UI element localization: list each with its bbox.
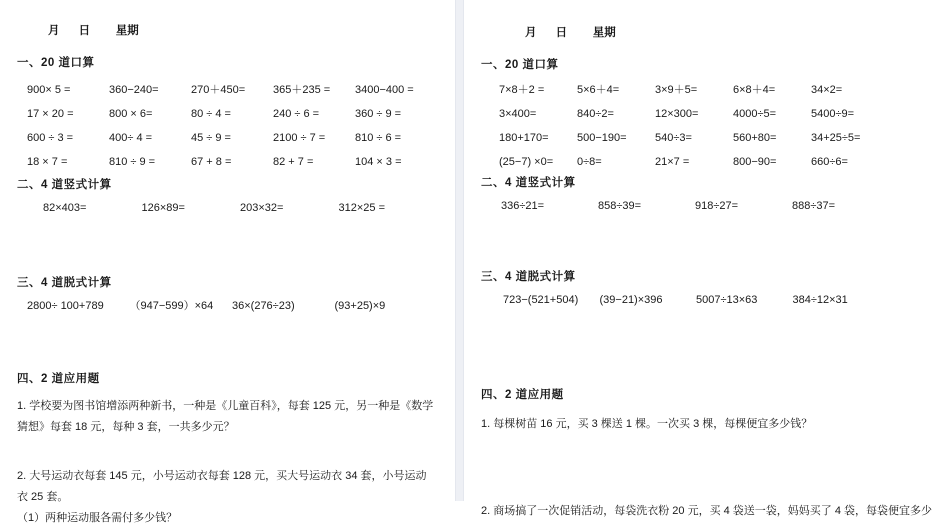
recursive-section-title: 三、4 道脱式计算: [481, 271, 576, 283]
oral-problem: 360 ÷ 9 =: [355, 108, 402, 120]
recursive-problem: （947−599）×64: [129, 300, 214, 312]
oral-row: [17, 78, 437, 102]
recursive-problems-row: [17, 299, 437, 314]
vertical-problem: 126×89=: [141, 202, 185, 214]
word-problem-subquestion: （1）两种运动服各需付多少钱？: [17, 512, 178, 524]
oral-problem: 5400÷9=: [811, 108, 855, 120]
date-header: 月 日 星期: [525, 27, 616, 39]
oral-problem: 800 × 6=: [109, 108, 153, 120]
oral-problem: 17 × 20 =: [27, 108, 74, 120]
vertical-section-title: 二、4 道竖式计算: [17, 179, 112, 191]
oral-problem: 6×8＋4=: [733, 84, 776, 96]
oral-problem: (25−7) ×0=: [499, 156, 554, 168]
oral-problem: 34×2=: [811, 84, 843, 96]
word-problem: 1. 每棵树苗 16 元，买 3 棵送 1 棵。一次买 3 棵，每棵便宜多少钱？: [481, 418, 813, 430]
oral-problems-grid: [17, 78, 437, 174]
oral-problem: 560+80=: [733, 132, 777, 144]
oral-problem: 600 ÷ 3 =: [27, 132, 74, 144]
vertical-problem: 312×25 =: [338, 202, 385, 214]
recursive-problem: 723−(521+504): [503, 294, 579, 306]
recursive-problem: 2800÷ 100+789: [27, 300, 104, 312]
oral-problem: 810 ÷ 6 =: [355, 132, 402, 144]
oral-row: [17, 150, 437, 174]
oral-problem: 3×9＋5=: [655, 84, 698, 96]
oral-problem: 67 + 8 =: [191, 156, 232, 168]
vertical-problem: 203×32=: [240, 202, 284, 214]
recursive-problem: (93+25)×9: [334, 300, 386, 312]
oral-row: [481, 150, 889, 174]
oral-section-title: 一、20 道口算: [17, 57, 95, 69]
oral-row: [481, 78, 889, 102]
vertical-section-title: 二、4 道竖式计算: [481, 177, 576, 189]
oral-problem: 45 ÷ 9 =: [191, 132, 231, 144]
oral-problem: 21×7 =: [655, 156, 690, 168]
oral-problem: 3400−400 =: [355, 84, 414, 96]
vertical-problem: 858÷39=: [598, 200, 642, 212]
oral-problem: 810 ÷ 9 =: [109, 156, 156, 168]
vertical-problems-row: [481, 199, 889, 214]
date-header: 月 日 星期: [48, 25, 139, 37]
oral-problem: 360−240=: [109, 84, 159, 96]
vertical-problem: 918÷27=: [695, 200, 739, 212]
oral-row: [481, 126, 889, 150]
recursive-problem: 36×(276÷23): [232, 300, 295, 312]
oral-problems-grid: [481, 78, 889, 174]
oral-section-title: 一、20 道口算: [481, 59, 559, 71]
word-problem: 2. 商场搞了一次促销活动，每袋洗衣粉 20 元，买 4 袋送一袋，妈妈买了 4 袋，每袋便宜多少: [481, 505, 932, 517]
oral-problem: 800−90=: [733, 156, 777, 168]
oral-problem: 12×300=: [655, 108, 699, 120]
oral-problem: 4000÷5=: [733, 108, 777, 120]
recursive-problem: 384÷12×31: [792, 294, 848, 306]
recursive-section-title: 三、4 道脱式计算: [17, 277, 112, 289]
vertical-problem: 336÷21=: [501, 200, 545, 212]
oral-row: [481, 102, 889, 126]
worksheet-page-1: [0, 0, 455, 524]
oral-problem: 18 × 7 =: [27, 156, 68, 168]
oral-problem: 540÷3=: [655, 132, 692, 144]
worksheet-page-2: [464, 0, 932, 517]
oral-problem: 900× 5 =: [27, 84, 71, 96]
oral-problem: 240 ÷ 6 =: [273, 108, 320, 120]
oral-problem: 104 × 3 =: [355, 156, 402, 168]
oral-problem: 7×8＋2 =: [499, 84, 545, 96]
word-section-title: 四、2 道应用题: [17, 373, 100, 385]
recursive-problems-row: [481, 293, 889, 308]
oral-problem: 5×6＋4=: [577, 84, 620, 96]
oral-problem: 840÷2=: [577, 108, 614, 120]
oral-problem: 660÷6=: [811, 156, 848, 168]
vertical-problem: 888÷37=: [792, 200, 836, 212]
word-problem: 1. 学校要为图书馆增添两种新书，一种是《儿童百科》，每套 125 元，另一种是《数学猜想》每套 18 元，每种 3 套，一共多少元？: [17, 400, 434, 433]
oral-problem: 0÷8=: [577, 156, 602, 168]
oral-row: [17, 102, 437, 126]
word-section-title: 四、2 道应用题: [481, 389, 564, 401]
recursive-problem: 5007÷13×63: [696, 294, 758, 306]
oral-problem: 80 ÷ 4 =: [191, 108, 231, 120]
oral-problem: 3×400=: [499, 108, 537, 120]
oral-row: [17, 126, 437, 150]
oral-problem: 500−190=: [577, 132, 627, 144]
oral-problem: 82 + 7 =: [273, 156, 314, 168]
oral-problem: 180+170=: [499, 132, 549, 144]
vertical-problem: 82×403=: [43, 202, 87, 214]
recursive-problem: (39−21)×396: [599, 294, 663, 306]
oral-problem: 270＋450=: [191, 84, 246, 96]
word-problem: 2. 大号运动衣每套 145 元，小号运动衣每套 128 元，买大号运动衣 34 套，小号运动衣 25 套。: [17, 470, 427, 503]
oral-problem: 400÷ 4 =: [109, 132, 153, 144]
oral-problem: 2100 ÷ 7 =: [273, 132, 326, 144]
oral-problem: 365＋235 =: [273, 84, 331, 96]
page-gutter: [455, 0, 464, 501]
vertical-problems-row: [17, 201, 437, 216]
oral-problem: 34+25÷5=: [811, 132, 861, 144]
